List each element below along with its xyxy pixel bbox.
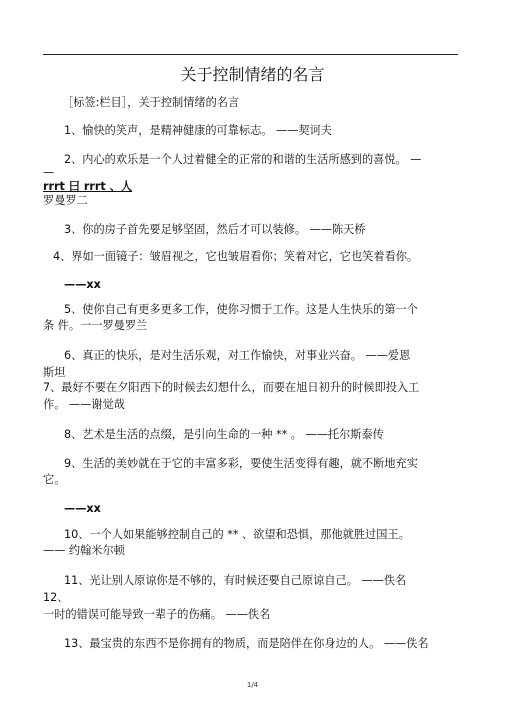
quote-line: —— 约翰米尔顿 xyxy=(43,544,125,557)
quote-line: rrrt 曰 rrrt 、人 xyxy=(43,180,133,193)
quote-line: 一时的错误可能导致一辈子的伤痛。 ——佚名 xyxy=(43,608,271,621)
quote-line: 9、生活的美妙就在于它的丰富多彩，要使生活变得有趣，就不断地充实 xyxy=(64,457,418,470)
quote-line: 它。 xyxy=(43,473,66,486)
quote-line: ——xx xyxy=(64,278,101,291)
quote-line: 11、光让别人原谅你是不够的，有时候还要自己原谅自己。 ——佚名 xyxy=(64,574,407,587)
quote-line: ——xx xyxy=(64,502,101,515)
quote-line: 2、内心的欢乐是一个人过着健全的正常的和谐的生活所感到的喜悦。 — xyxy=(64,153,422,166)
quote-line: 1、愉快的笑声，是精神健康的可靠标志。 ——契诃夫 xyxy=(64,124,332,137)
quote-line: 斯坦 xyxy=(43,366,66,379)
quote-line: 条 件。一一罗曼罗兰 xyxy=(43,319,148,332)
quote-line: 6、真正的快乐，是对生活乐观，对工作愉快，对事业兴奋。 ——爱恩 xyxy=(64,349,411,362)
quote-line: 13、最宝贵的东西不是你拥有的物质，而是陪伴在你身边的人。 ——佚名 xyxy=(64,637,429,650)
quote-line: 10、一个人如果能够控制自己的 ** 、欲望和恐惧，那他就胜过国王。 xyxy=(64,528,410,541)
quote-line: 7、最好不要在夕阳西下的时候去幻想什么，而要在旭日初升的时候即投入工 xyxy=(43,381,420,394)
tag-line: ［标签:栏目］，关于控制情绪的名言 xyxy=(62,96,240,109)
quote-line: — xyxy=(43,166,55,179)
quote-line: 3、你的房子首先要足够坚固，然后才可以装修。 ——陈天桥 xyxy=(64,223,366,236)
page-number: 1/4 xyxy=(246,681,259,689)
header-rule xyxy=(43,54,458,55)
quote-line: 12、 xyxy=(43,591,69,604)
quote-line: 5、使你自己有更多更多工作，使你习惯于工作。这是人生快乐的第一个 xyxy=(64,303,418,316)
quote-line: 4、界如一面镜子：皱眉视之，它也皱眉看你；笑着对它，它也笑着看你。 xyxy=(53,250,419,263)
quote-line: 作。 ——谢觉哉 xyxy=(43,398,125,411)
quote-line: 罗曼罗二 xyxy=(43,194,88,207)
page-title: 关于控制情绪的名言 xyxy=(180,65,325,84)
quote-line: 8、艺术是生活的点缀，是引向生命的一种 ** 。 ——托尔斯泰传 xyxy=(64,428,384,441)
